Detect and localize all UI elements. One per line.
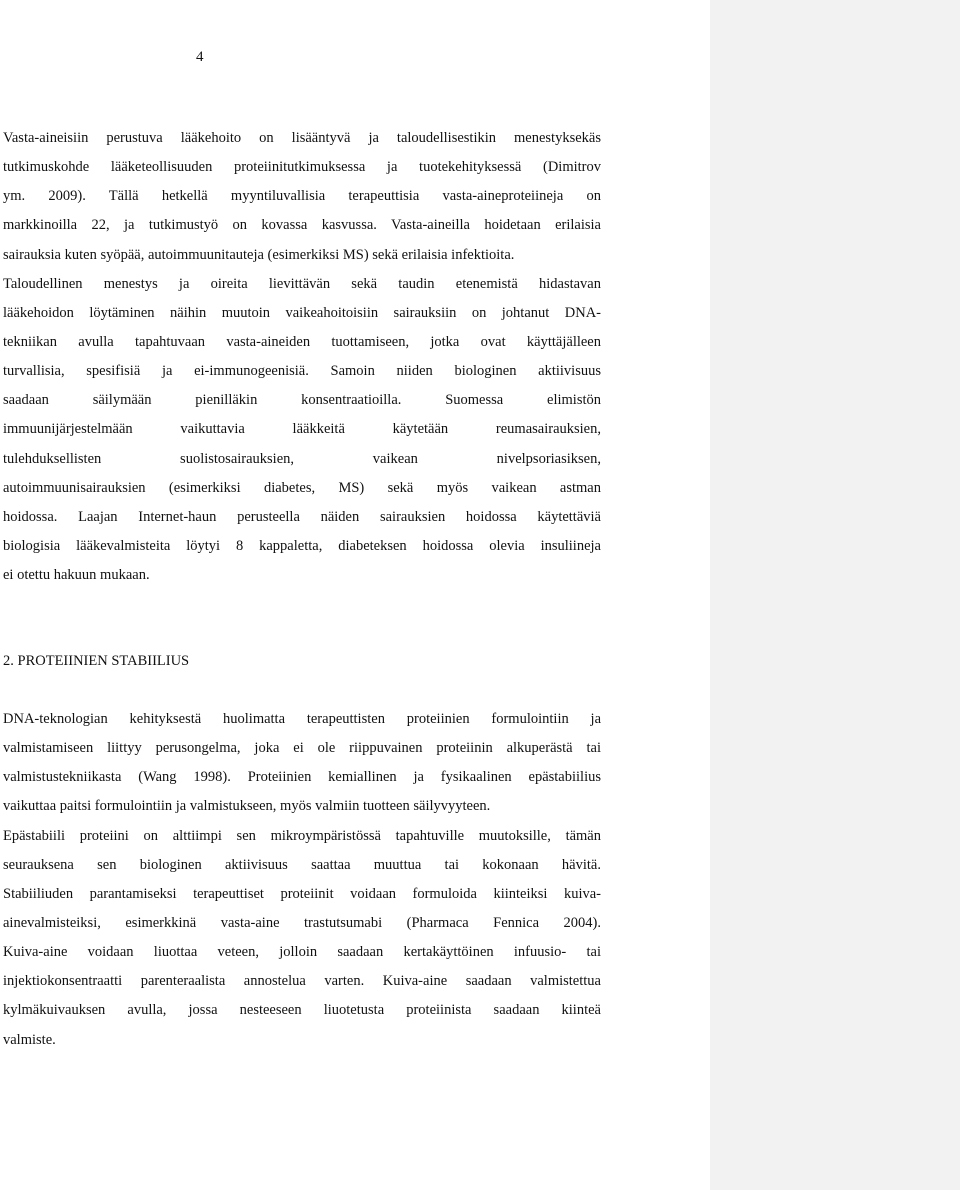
paragraph-line: DNA-teknologian kehityksestä huolimatta terapeuttisten proteiinien formulointiin ja bbox=[3, 711, 601, 727]
paragraph-line: markkinoilla 22, ja tutkimustyö on kovassa kasvussa. Vasta-aineilla hoidetaan erilaisia bbox=[3, 217, 601, 234]
comment-margin-pane bbox=[710, 0, 960, 1190]
paragraph-line: valmistustekniikasta (Wang 1998). Proteiinien kemiallinen ja fysikaalinen epästabiilius bbox=[3, 769, 601, 786]
paragraph-line: Taloudellinen menestys ja oireita lievittävän sekä taudin etenemistä hidastavan bbox=[3, 275, 601, 292]
paragraph-line: valmiste. bbox=[3, 1031, 56, 1048]
paragraph-line: ainevalmisteiksi, esimerkkinä vasta-aine trastutsumabi (Pharmaca Fennica 2004). bbox=[3, 914, 601, 931]
paragraph-line: autoimmuunisairauksien (esimerkiksi diabetes, MS) sekä myös vaikean astman bbox=[3, 479, 601, 496]
paragraph-line: turvallisia, spesifisiä ja ei-immunogeenisiä. Samoin niiden biologinen aktiivisuus bbox=[3, 363, 601, 380]
paragraph-line: saadaan säilymään pienilläkin konsentraatioilla. Suomessa elimistön bbox=[3, 392, 601, 409]
paragraph-line: Epästabiili proteiini on alttiimpi sen mikroympäristössä tapahtuville muutoksille, tämän bbox=[3, 827, 601, 844]
paragraph-line: valmistamiseen liittyy perusongelma, joka ei ole riippuvainen proteiinin alkuperästä tai bbox=[3, 740, 601, 757]
paragraph-line: tekniikan avulla tapahtuvaan vasta-aineiden tuottamiseen, jotka ovat käyttäjälleen bbox=[3, 333, 601, 350]
paragraph-line: ei otettu hakuun mukaan. bbox=[3, 567, 150, 584]
section-heading: 2. PROTEIINIEN STABIILIUS bbox=[3, 653, 190, 669]
paragraph-line: Stabiiliuden parantamiseksi terapeuttiset proteiinit voidaan formuloida kiinteiksi kuiva- bbox=[3, 885, 601, 902]
paragraph-line: seurauksena sen biologinen aktiivisuus saattaa muuttua tai kokonaan hävitä. bbox=[3, 856, 601, 873]
paragraph-line: tutkimuskohde lääketeollisuuden proteiinitutkimuksessa ja tuotekehityksessä (Dimitrov bbox=[3, 159, 601, 176]
paragraph-line: Vasta-aineisiin perustuva lääkehoito on lisääntyvä ja taloudellisestikin menestyksekäs bbox=[3, 130, 601, 146]
body-paragraph-2 bbox=[3, 705, 601, 1055]
paragraph-line: vaikuttaa paitsi formulointiin ja valmistukseen, myös valmiin tuotteen säilyvyyteen. bbox=[3, 798, 491, 815]
paragraph-line: hoidossa. Laajan Internet-haun perusteella näiden sairauksien hoidossa käytettäviä bbox=[3, 508, 601, 525]
paragraph-line: injektiokonsentraatti parenteraalista annostelua varten. Kuiva-aine saadaan valmistettua bbox=[3, 973, 601, 990]
paragraph-line: tulehduksellisten suolistosairauksien, vaikean nivelpsoriasiksen, bbox=[3, 450, 601, 467]
paragraph-line: kylmäkuivauksen avulla, jossa nesteeseen liuotetusta proteiinista saadaan kiinteä bbox=[3, 1002, 601, 1019]
paragraph-line: immuunijärjestelmään vaikuttavia lääkkeitä käytetään reumasairauksien, bbox=[3, 421, 601, 438]
paragraph-line: sairauksia kuten syöpää, autoimmuunitauteja (esimerkiksi MS) sekä erilaisia infektioita. bbox=[3, 246, 515, 263]
paragraph-line: Kuiva-aine voidaan liuottaa veteen, jolloin saadaan kertakäyttöinen infuusio- tai bbox=[3, 944, 601, 961]
page-number: 4 bbox=[196, 49, 204, 65]
paragraph-line: biologisia lääkevalmisteita löytyi 8 kappaletta, diabeteksen hoidossa olevia insuliineja bbox=[3, 537, 601, 554]
paragraph-line: ym. 2009). Tällä hetkellä myyntiluvallisia terapeuttisia vasta-aineproteiineja on bbox=[3, 188, 601, 205]
body-paragraph-1 bbox=[3, 124, 601, 590]
paragraph-line: lääkehoidon löytäminen näihin muutoin vaikeahoitoisiin sairauksiin on johtanut DNA- bbox=[3, 304, 601, 321]
